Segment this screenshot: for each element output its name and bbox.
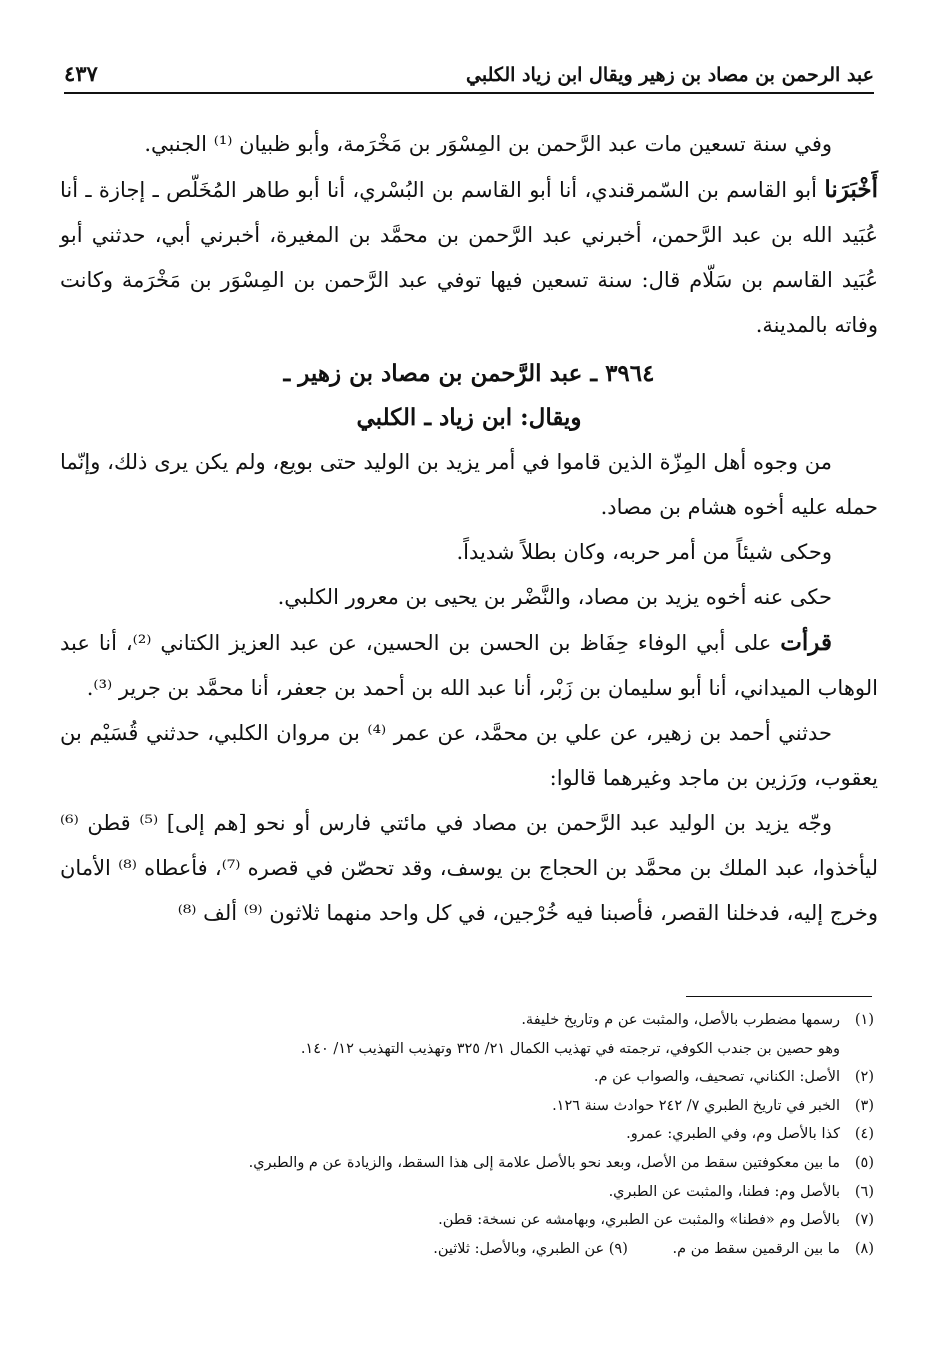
footnote-continuation bbox=[70, 1035, 874, 1064]
paragraph-isnad-2 bbox=[60, 620, 878, 711]
paragraph-narrative: وجّه يزيد بن الوليد عبد الرَّحمن بن مصاد في مائتي فارس أو نحو [هم إلى] ⁽⁵⁾ قطن ⁽⁶⁾ ليأخذوا، عبد الملك بن محمَّد بن الحجاج بن يوسف، وقد تحصّن في قصره ⁽⁷⁾، فأعطاه ⁽⁸⁾ الأمان وخرج إليه، فدخلنا القصر، فأصبنا فيه خُرْجين، في كل واحد منهما ثلاثون ⁽⁹⁾ ألف ⁽⁸⁾ bbox=[60, 811, 878, 925]
isnad-text: على أبي الوفاء حِفَاظ بن الحسن بن الحسين، عن عبد العزيز الكتاني ⁽²⁾، أنا عبد الوهاب الميداني، أنا أبو سليمان بن زَبْر، أنا عبد الله بن أحمد بن جعفر، أنا محمَّد بن جرير ⁽³⁾. bbox=[60, 631, 878, 700]
footnote-number: (٧) bbox=[854, 1212, 874, 1229]
footnote-text: الخبر في تاريخ الطبري ٧/ ٢٤٢ حوادث سنة ١٢٦. bbox=[552, 1097, 840, 1114]
footnote-number: (٥) bbox=[854, 1154, 874, 1171]
footnote-text: كذا بالأصل وم، وفي الطبري: عمرو. bbox=[626, 1126, 840, 1143]
running-header bbox=[64, 52, 874, 94]
paragraph-war: وحكى شيئاً من أمر حربه، وكان بطلاً شديداً. bbox=[456, 540, 832, 564]
footnote-item bbox=[70, 1092, 874, 1121]
page-number: ٤٣٧ bbox=[64, 61, 98, 86]
isnad-lead-word: قرأت bbox=[780, 629, 832, 656]
paragraph-isnad-3: حدثني أحمد بن زهير، عن علي بن محمَّد، عن عمر ⁽⁴⁾ بن مروان الكلبي، حدثني قُسَيْم بن يعقوب، ورَزين بن ماجد وغيرهما قالوا: bbox=[60, 721, 878, 790]
footnote-text bbox=[70, 1235, 840, 1264]
footnote-item bbox=[70, 1120, 874, 1149]
footnote-8-text: ما بين الرقمين سقط من م. bbox=[672, 1240, 840, 1257]
main-text bbox=[60, 122, 878, 936]
footnote-item bbox=[70, 1006, 874, 1035]
footnote-number: (٦) bbox=[854, 1183, 874, 1200]
footnote-text: الأصل: الكناني، تصحيف، والصواب عن م. bbox=[593, 1069, 840, 1086]
paragraph-narrators: حكى عنه أخوه يزيد بن مصاد، والنَّضْر بن يحيى بن معرور الكلبي. bbox=[277, 585, 832, 609]
footnote-item bbox=[70, 1235, 874, 1264]
footnotes bbox=[70, 1006, 874, 1263]
footnote-divider bbox=[686, 996, 872, 997]
footnote-text: وهو حصين بن جندب الكوفي، ترجمته في تهذيب الكمال ٢١/ ٣٢٥ وتهذيب التهذيب ١٢/ ١٤٠. bbox=[300, 1040, 840, 1057]
paragraph-isnad-1 bbox=[60, 167, 878, 348]
isnad-lead-word: أَخْبَرَنا bbox=[824, 176, 878, 203]
paragraph-biography: من وجوه أهل المِزّة الذين قاموا في أمر يزيد بن الوليد حتى بويع، ولم يكن يرى ذلك، وإنّما حمله عليه أخوه هشام بن مصاد. bbox=[60, 450, 878, 519]
footnote-item bbox=[70, 1063, 874, 1092]
footnote-text: بالأصل وم «فطنا» والمثبت عن الطبري، وبهامشه عن نسخة: قطن. bbox=[438, 1212, 840, 1229]
header-title: عبد الرحمن بن مصاد بن زهير ويقال ابن زياد الكلبي bbox=[466, 64, 874, 86]
entry-subheading: ويقال: ابن زياد ـ الكلبي bbox=[356, 404, 582, 431]
footnote-text: بالأصل وم: فطنا، والمثبت عن الطبري. bbox=[608, 1183, 840, 1200]
footnote-9-text: عن الطبري، وبالأصل: ثلاثين. bbox=[433, 1240, 605, 1257]
footnote-number: (٣) bbox=[854, 1097, 874, 1114]
footnote-item bbox=[70, 1178, 874, 1207]
entry-heading: ٣٩٦٤ ـ عبد الرَّحمن بن مصاد بن زهير ـ bbox=[283, 360, 655, 387]
footnote-number: (٨) bbox=[854, 1240, 874, 1257]
footnote-number: (١) bbox=[854, 1012, 874, 1028]
footnote-item bbox=[70, 1206, 874, 1235]
footnote-number: (٢) bbox=[854, 1069, 874, 1086]
footnote-item bbox=[70, 1149, 874, 1178]
footnote-9-number: (٩) bbox=[608, 1240, 628, 1257]
paragraph-death-year: وفي سنة تسعين مات عبد الرَّحمن بن المِسْوَر بن مَخْرَمة، وأبو ظبيان ⁽¹⁾ الجنبي. bbox=[144, 132, 832, 156]
footnote-number: (٤) bbox=[854, 1126, 874, 1143]
footnote-text: رسمها مضطرب بالأصل، والمثبت عن م وتاريخ خليفة. bbox=[521, 1012, 840, 1028]
isnad-text: أبو القاسم بن السّمرقندي، أنا أبو القاسم بن البُسْري، أنا أبو طاهر المُخَلّص ـ إجازة ـ أنا عُبَيد الله بن عبد الرَّحمن، أخبرني عبد الرَّحمن بن محمَّد بن المغيرة، أخبرني أبي، حدثني أبو عُبَيد القاسم بن سَلّام قال: سنة تسعين فيها توفي عبد الرَّحمن بن المِسْوَر بن مَخْرَمة وكانت وفاته بالمدينة. bbox=[60, 178, 878, 337]
footnote-text: ما بين معكوفتين سقط من الأصل، وبعد نحو بالأصل علامة إلى هذا السقط، والزيادة عن م والطبري. bbox=[248, 1154, 840, 1171]
